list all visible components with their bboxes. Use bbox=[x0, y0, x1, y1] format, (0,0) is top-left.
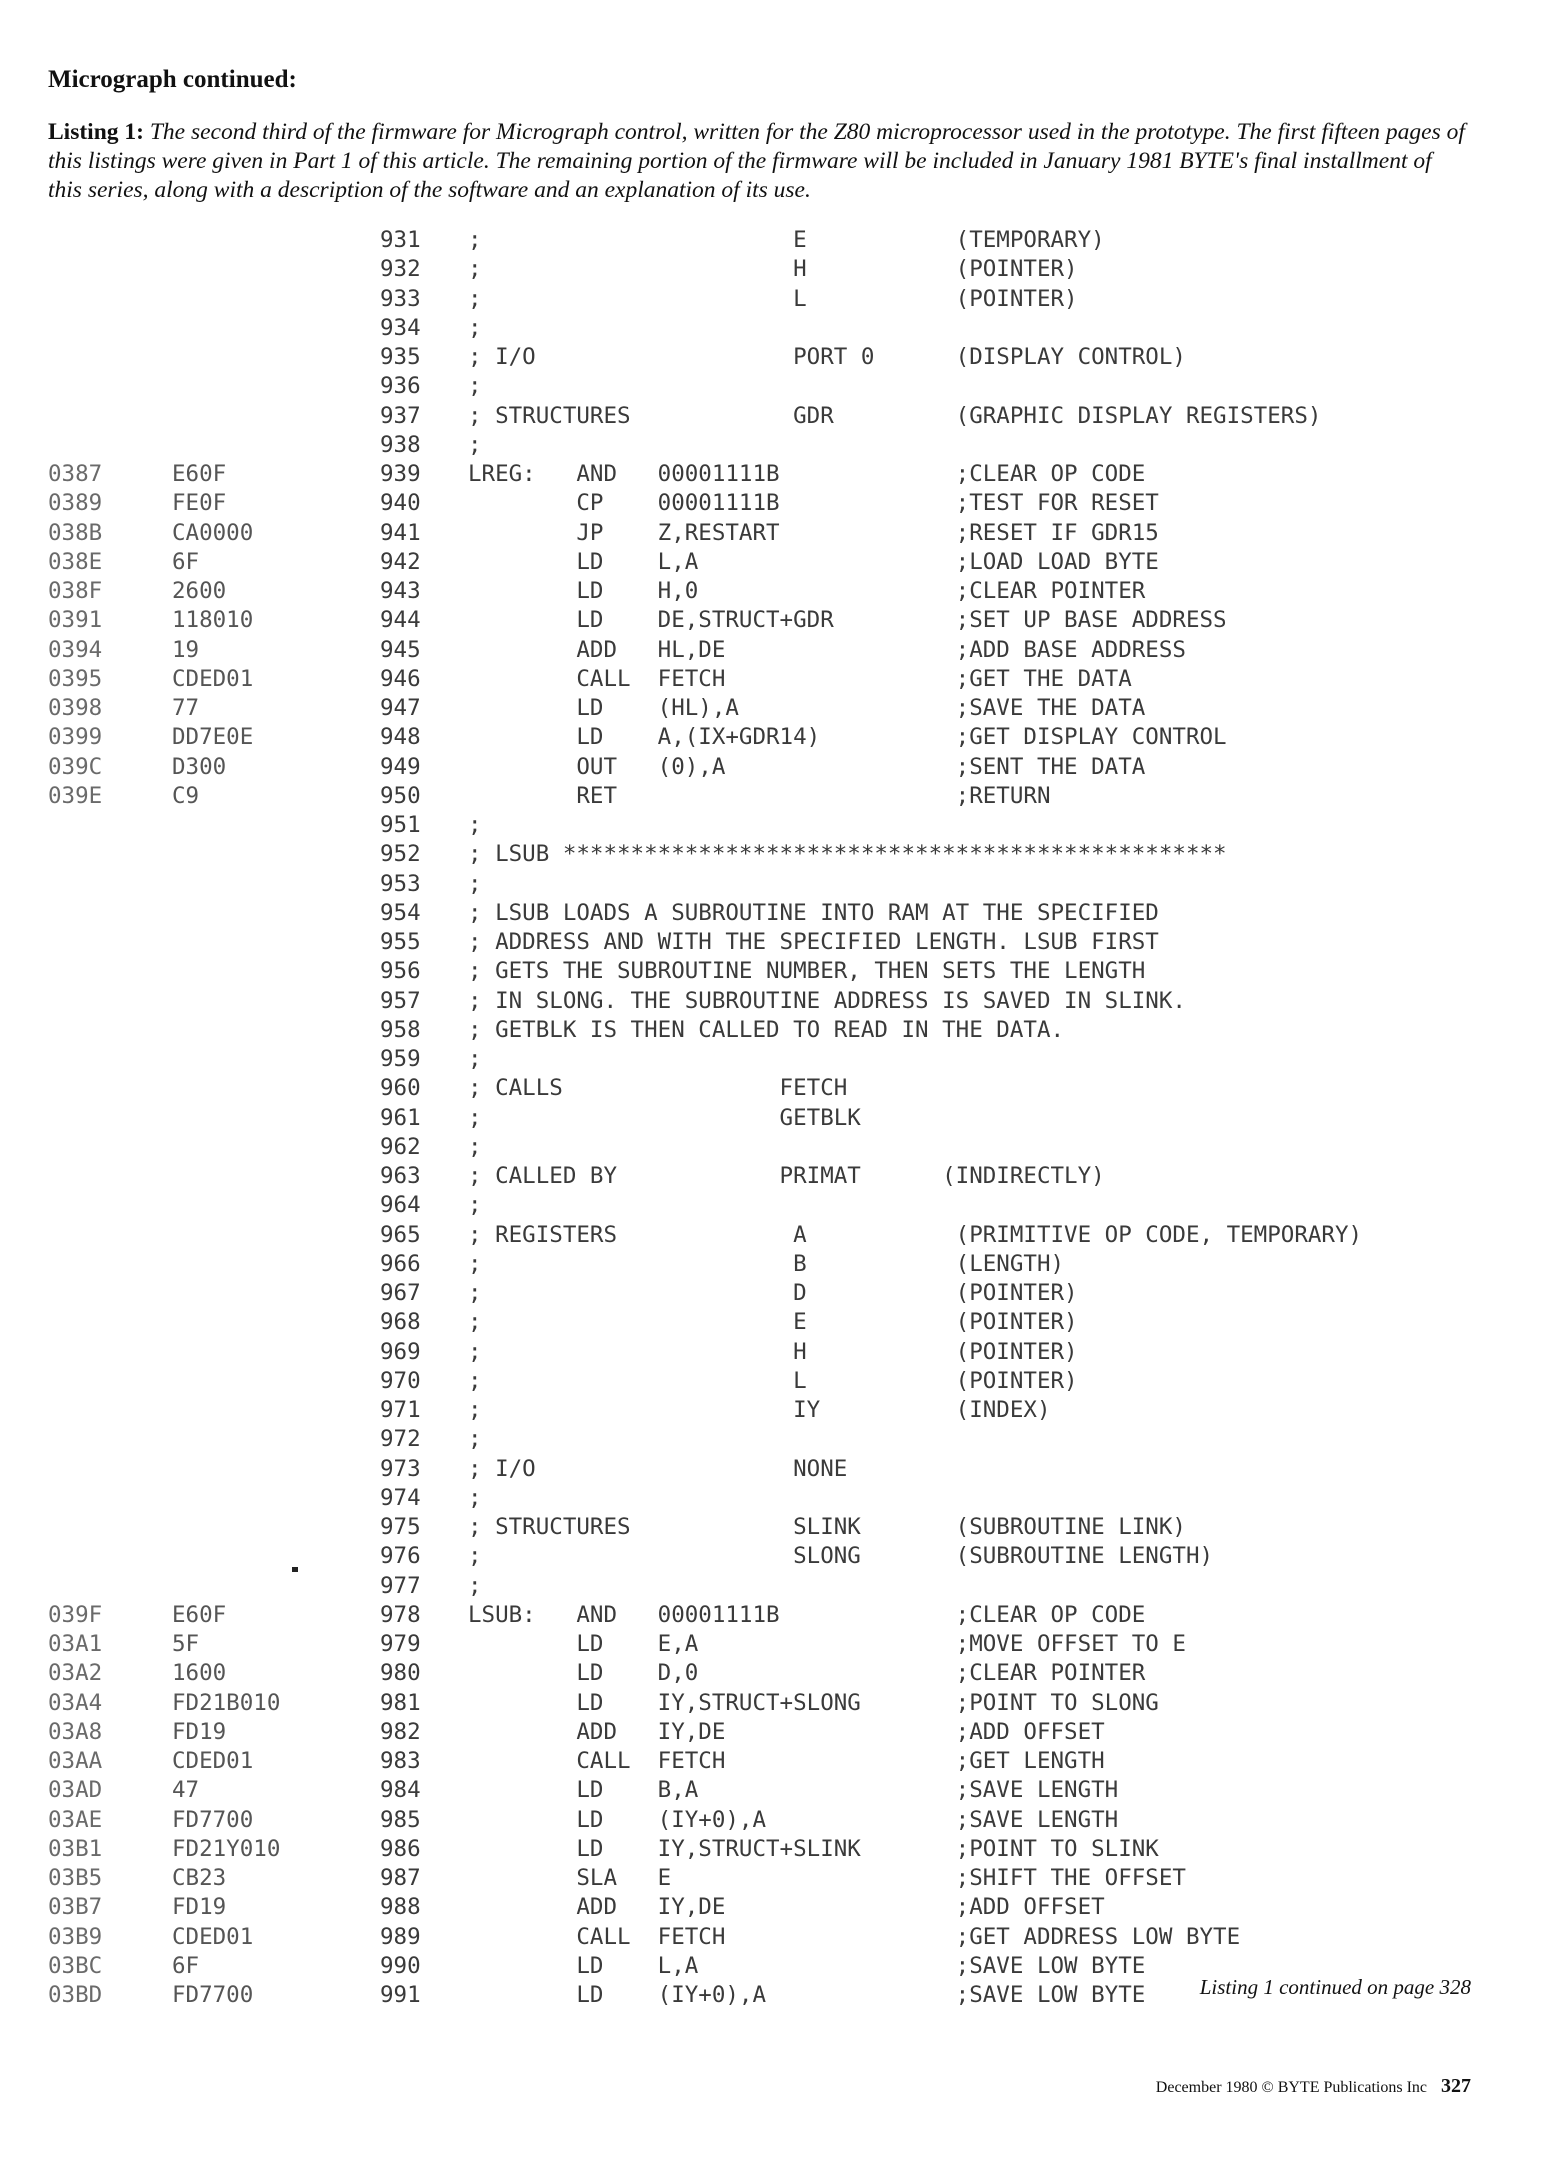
listing-address: 038F bbox=[48, 578, 103, 604]
listing-row bbox=[0, 899, 1559, 928]
listing-row bbox=[0, 782, 1559, 811]
listing-source: LD (HL),A ;SAVE THE DATA bbox=[468, 695, 1146, 721]
listing-source: LD IY,STRUCT+SLINK ;POINT TO SLINK bbox=[468, 1835, 1159, 1862]
listing-row bbox=[0, 1864, 1559, 1893]
listing-row bbox=[0, 1689, 1559, 1718]
listing-source: ; B (LENGTH) bbox=[468, 1250, 1065, 1277]
listing-line-number: 956 bbox=[380, 958, 421, 985]
listing-source: LD L,A ;SAVE LOW BYTE bbox=[468, 1952, 1146, 1979]
listing-object-code: FD21B010 bbox=[172, 1689, 281, 1716]
listing-source: LD (IY+0),A ;SAVE LENGTH bbox=[468, 1806, 1119, 1833]
listing-object-code: C9 bbox=[172, 782, 200, 809]
listing-source: ; CALLED BY PRIMAT (INDIRECTLY) bbox=[468, 1163, 1105, 1189]
listing-row bbox=[0, 1396, 1559, 1425]
listing-source: LD DE,STRUCT+GDR ;SET UP BASE ADDRESS bbox=[468, 607, 1227, 634]
listing-row bbox=[0, 577, 1559, 606]
listing-object-code: FE0F bbox=[172, 490, 227, 517]
listing-object-code: CDED01 bbox=[172, 1923, 254, 1950]
listing-object-code: 5F bbox=[172, 1631, 200, 1657]
listing-source: ADD IY,DE ;ADD OFFSET bbox=[468, 1718, 1105, 1745]
listing-source: ; CALLS FETCH bbox=[468, 1075, 848, 1102]
listing-source: ; bbox=[468, 431, 482, 458]
listing-line-number: 969 bbox=[380, 1338, 421, 1365]
listing-line-number: 952 bbox=[380, 841, 421, 868]
listing-source: ADD IY,DE ;ADD OFFSET bbox=[468, 1894, 1105, 1921]
listing-address: 03A8 bbox=[48, 1718, 103, 1745]
listing-line-number: 955 bbox=[380, 929, 421, 955]
listing-address: 0399 bbox=[48, 724, 103, 751]
listing-row bbox=[0, 636, 1559, 665]
listing-address: 03A4 bbox=[48, 1689, 103, 1716]
listing-object-code: 1600 bbox=[172, 1660, 227, 1687]
listing-line-number: 953 bbox=[380, 870, 421, 897]
listing-source: ; LSUB ************************************************* bbox=[468, 841, 1227, 868]
listing-caption bbox=[48, 118, 1468, 205]
page-title: Micrograph continued: bbox=[48, 66, 297, 93]
listing-source: LD E,A ;MOVE OFFSET TO E bbox=[468, 1631, 1186, 1657]
listing-row bbox=[0, 1776, 1559, 1805]
listing-object-code: FD19 bbox=[172, 1718, 227, 1745]
listing-object-code: FD7700 bbox=[172, 1982, 254, 2008]
listing-object-code: DD7E0E bbox=[172, 724, 254, 751]
listing-source: ; I/O NONE bbox=[468, 1455, 848, 1482]
listing-line-number: 941 bbox=[380, 519, 421, 546]
caption-text: The second third of the firmware for Micrograph control, written for the Z80 microprocessor used in the prototype. The first fifteen pages of this listings were given in Part 1 of this article. The remaining portion of the firmware will be included in January 1981 BYTE's final installment of this series, along with a description of the software and an explanation of its use. bbox=[48, 119, 1465, 203]
listing-line-number: 964 bbox=[380, 1192, 421, 1219]
listing-line-number: 972 bbox=[380, 1426, 421, 1453]
listing-line-number: 944 bbox=[380, 607, 421, 634]
listing-line-number: 945 bbox=[380, 636, 421, 663]
listing-line-number: 939 bbox=[380, 461, 421, 487]
listing-line-number: 967 bbox=[380, 1280, 421, 1306]
listing-row bbox=[0, 811, 1559, 840]
listing-address: 03BD bbox=[48, 1982, 103, 2008]
listing-row bbox=[0, 1835, 1559, 1864]
listing-source: LSUB: AND 00001111B ;CLEAR OP CODE bbox=[468, 1601, 1146, 1628]
listing-source: CALL FETCH ;GET ADDRESS LOW BYTE bbox=[468, 1923, 1241, 1950]
listing-row bbox=[0, 1601, 1559, 1630]
listing-line-number: 934 bbox=[380, 314, 421, 341]
listing-row bbox=[0, 255, 1559, 284]
listing-line-number: 958 bbox=[380, 1016, 421, 1043]
listing-source: ; bbox=[468, 1133, 482, 1160]
listing-source: ; D (POINTER) bbox=[468, 1280, 1078, 1306]
listing-source: ; STRUCTURES SLINK (SUBROUTINE LINK) bbox=[468, 1514, 1186, 1540]
listing-line-number: 935 bbox=[380, 344, 421, 370]
listing-line-number: 960 bbox=[380, 1075, 421, 1102]
continuation-note: Listing 1 continued on page 328 bbox=[1199, 1975, 1471, 1999]
listing-object-code: D300 bbox=[172, 753, 227, 780]
listing-source: ADD HL,DE ;ADD BASE ADDRESS bbox=[468, 636, 1186, 663]
listing-line-number: 973 bbox=[380, 1455, 421, 1482]
listing-line-number: 959 bbox=[380, 1046, 421, 1072]
listing-object-code: 2600 bbox=[172, 578, 227, 604]
listing-address: 03AD bbox=[48, 1777, 103, 1804]
listing-address: 038B bbox=[48, 519, 103, 546]
listing-object-code: E60F bbox=[172, 461, 227, 487]
listing-row bbox=[0, 987, 1559, 1016]
listing-line-number: 980 bbox=[380, 1660, 421, 1687]
listing-row bbox=[0, 343, 1559, 372]
listing-row bbox=[0, 1367, 1559, 1396]
listing-row bbox=[0, 1630, 1559, 1659]
listing-address: 0387 bbox=[48, 461, 103, 487]
listing-row bbox=[0, 1279, 1559, 1308]
listing-line-number: 936 bbox=[380, 373, 421, 400]
listing-source: ; GETS THE SUBROUTINE NUMBER, THEN SETS THE LENGTH bbox=[468, 958, 1146, 985]
listing-address: 0395 bbox=[48, 665, 103, 692]
listing-line-number: 987 bbox=[380, 1865, 421, 1891]
listing-row bbox=[0, 665, 1559, 694]
listing-line-number: 933 bbox=[380, 285, 421, 312]
listing-row bbox=[0, 1542, 1559, 1571]
listing-row bbox=[0, 1893, 1559, 1922]
listing-line-number: 946 bbox=[380, 665, 421, 692]
listing-address: 0389 bbox=[48, 490, 103, 517]
listing-row bbox=[0, 489, 1559, 518]
listing-object-code: FD21Y010 bbox=[172, 1835, 281, 1862]
listing-line-number: 981 bbox=[380, 1689, 421, 1716]
listing-line-number: 965 bbox=[380, 1221, 421, 1248]
listing-object-code: 77 bbox=[172, 695, 200, 721]
listing-source: RET ;RETURN bbox=[468, 782, 1051, 809]
listing-row bbox=[0, 928, 1559, 957]
listing-object-code: 6F bbox=[172, 1952, 200, 1979]
listing-address: 03B9 bbox=[48, 1923, 103, 1950]
listing-address: 03AA bbox=[48, 1748, 103, 1774]
listing-address: 03BC bbox=[48, 1952, 103, 1979]
listing-source: ; I/O PORT 0 (DISPLAY CONTROL) bbox=[468, 344, 1186, 370]
listing-line-number: 974 bbox=[380, 1484, 421, 1511]
listing-line-number: 977 bbox=[380, 1572, 421, 1599]
listing-line-number: 942 bbox=[380, 548, 421, 575]
listing-line-number: 970 bbox=[380, 1367, 421, 1394]
listing-source: ; L (POINTER) bbox=[468, 285, 1078, 312]
caption-label: Listing 1: bbox=[48, 119, 144, 145]
listing-row bbox=[0, 694, 1559, 723]
listing-source: LREG: AND 00001111B ;CLEAR OP CODE bbox=[468, 461, 1146, 487]
listing-source: ; ADDRESS AND WITH THE SPECIFIED LENGTH. LSUB FIRST bbox=[468, 929, 1159, 955]
listing-line-number: 951 bbox=[380, 812, 421, 838]
listing-source: LD B,A ;SAVE LENGTH bbox=[468, 1777, 1119, 1804]
listing-row bbox=[0, 1045, 1559, 1074]
listing-row bbox=[0, 548, 1559, 577]
listing-line-number: 991 bbox=[380, 1982, 421, 2008]
listing-object-code: CDED01 bbox=[172, 1748, 254, 1774]
listing-row bbox=[0, 1747, 1559, 1776]
listing-row bbox=[0, 1308, 1559, 1337]
listing-source: ; bbox=[468, 812, 482, 838]
listing-source: LD A,(IX+GDR14) ;GET DISPLAY CONTROL bbox=[468, 724, 1227, 751]
listing-source: ; H (POINTER) bbox=[468, 1338, 1078, 1365]
listing-line-number: 984 bbox=[380, 1777, 421, 1804]
listing-row bbox=[0, 1455, 1559, 1484]
listing-line-number: 937 bbox=[380, 402, 421, 429]
listing-source: ; E (TEMPORARY) bbox=[468, 227, 1105, 253]
listing-row bbox=[0, 314, 1559, 343]
listing-line-number: 961 bbox=[380, 1104, 421, 1131]
listing-line-number: 979 bbox=[380, 1631, 421, 1657]
listing-line-number: 948 bbox=[380, 724, 421, 751]
listing-line-number: 949 bbox=[380, 753, 421, 780]
listing-source: ; bbox=[468, 1426, 482, 1453]
listing-row bbox=[0, 519, 1559, 548]
listing-row bbox=[0, 1425, 1559, 1454]
listing-object-code: CDED01 bbox=[172, 665, 254, 692]
listing-row bbox=[0, 226, 1559, 255]
listing-row bbox=[0, 1659, 1559, 1688]
listing-line-number: 988 bbox=[380, 1894, 421, 1921]
listing-line-number: 954 bbox=[380, 899, 421, 926]
listing-source: CP 00001111B ;TEST FOR RESET bbox=[468, 490, 1159, 517]
listing-row bbox=[0, 1104, 1559, 1133]
listing-source: ; REGISTERS A (PRIMITIVE OP CODE, TEMPORARY) bbox=[468, 1221, 1363, 1248]
listing-object-code: FD7700 bbox=[172, 1806, 254, 1833]
listing-row bbox=[0, 1074, 1559, 1103]
listing-line-number: 985 bbox=[380, 1806, 421, 1833]
listing-address: 0398 bbox=[48, 695, 103, 721]
publication-line: December 1980 © BYTE Publications Inc bbox=[1155, 2079, 1427, 2096]
listing-source: SLA E ;SHIFT THE OFFSET bbox=[468, 1865, 1186, 1891]
listing-address: 03A2 bbox=[48, 1660, 103, 1687]
listing-line-number: 931 bbox=[380, 227, 421, 253]
listing-line-number: 968 bbox=[380, 1309, 421, 1336]
listing-line-number: 989 bbox=[380, 1923, 421, 1950]
listing-line-number: 971 bbox=[380, 1397, 421, 1423]
listing-object-code: CA0000 bbox=[172, 519, 254, 546]
listing-source: ; bbox=[468, 870, 482, 897]
listing-row bbox=[0, 1338, 1559, 1367]
listing-source: OUT (0),A ;SENT THE DATA bbox=[468, 753, 1146, 780]
listing-row bbox=[0, 957, 1559, 986]
listing-line-number: 943 bbox=[380, 578, 421, 604]
listing-source: CALL FETCH ;GET LENGTH bbox=[468, 1748, 1105, 1774]
listing-source: ; bbox=[468, 1572, 482, 1599]
listing-address: 039F bbox=[48, 1601, 103, 1628]
listing-line-number: 990 bbox=[380, 1952, 421, 1979]
listing-source: ; bbox=[468, 1192, 482, 1219]
listing-source: ; bbox=[468, 1046, 482, 1072]
listing-source: ; bbox=[468, 1484, 482, 1511]
listing-address: 03B1 bbox=[48, 1835, 103, 1862]
listing-row bbox=[0, 870, 1559, 899]
code-listing bbox=[0, 226, 1559, 2010]
listing-line-number: 975 bbox=[380, 1514, 421, 1540]
listing-line-number: 963 bbox=[380, 1163, 421, 1189]
listing-source: ; GETBLK IS THEN CALLED TO READ IN THE DATA. bbox=[468, 1016, 1065, 1043]
listing-address: 039E bbox=[48, 782, 103, 809]
listing-source: LD H,0 ;CLEAR POINTER bbox=[468, 578, 1146, 604]
listing-address: 039C bbox=[48, 753, 103, 780]
listing-source: ; IN SLONG. THE SUBROUTINE ADDRESS IS SAVED IN SLINK. bbox=[468, 987, 1186, 1014]
listing-address: 0394 bbox=[48, 636, 103, 663]
listing-source: ; GETBLK bbox=[468, 1104, 861, 1131]
listing-source: JP Z,RESTART ;RESET IF GDR15 bbox=[468, 519, 1159, 546]
listing-source: CALL FETCH ;GET THE DATA bbox=[468, 665, 1132, 692]
listing-line-number: 976 bbox=[380, 1543, 421, 1570]
listing-row bbox=[0, 1484, 1559, 1513]
listing-source: LD D,0 ;CLEAR POINTER bbox=[468, 1660, 1146, 1687]
listing-row bbox=[0, 285, 1559, 314]
listing-row bbox=[0, 1133, 1559, 1162]
listing-row bbox=[0, 1572, 1559, 1601]
listing-address: 038E bbox=[48, 548, 103, 575]
listing-source: ; STRUCTURES GDR (GRAPHIC DISPLAY REGISTERS) bbox=[468, 402, 1322, 429]
listing-source: LD (IY+0),A ;SAVE LOW BYTE bbox=[468, 1982, 1146, 2008]
listing-row bbox=[0, 1250, 1559, 1279]
listing-line-number: 940 bbox=[380, 490, 421, 517]
print-mark bbox=[292, 1567, 298, 1572]
listing-object-code: E60F bbox=[172, 1601, 227, 1628]
listing-address: 03A1 bbox=[48, 1631, 103, 1657]
listing-line-number: 986 bbox=[380, 1835, 421, 1862]
listing-row bbox=[0, 753, 1559, 782]
listing-address: 03B5 bbox=[48, 1865, 103, 1891]
listing-row bbox=[0, 1718, 1559, 1747]
listing-row bbox=[0, 402, 1559, 431]
listing-source: ; bbox=[468, 314, 482, 341]
listing-row bbox=[0, 1162, 1559, 1191]
listing-line-number: 966 bbox=[380, 1250, 421, 1277]
listing-source: ; IY (INDEX) bbox=[468, 1397, 1051, 1423]
listing-line-number: 932 bbox=[380, 256, 421, 283]
listing-line-number: 947 bbox=[380, 695, 421, 721]
listing-source: LD IY,STRUCT+SLONG ;POINT TO SLONG bbox=[468, 1689, 1159, 1716]
listing-address: 0391 bbox=[48, 607, 103, 634]
listing-row bbox=[0, 372, 1559, 401]
listing-row bbox=[0, 723, 1559, 752]
listing-line-number: 938 bbox=[380, 431, 421, 458]
listing-row bbox=[0, 1221, 1559, 1250]
listing-object-code: 6F bbox=[172, 548, 200, 575]
page-number: 327 bbox=[1441, 2075, 1471, 2097]
listing-row bbox=[0, 1513, 1559, 1542]
listing-source: ; SLONG (SUBROUTINE LENGTH) bbox=[468, 1543, 1214, 1570]
listing-source: ; L (POINTER) bbox=[468, 1367, 1078, 1394]
listing-row bbox=[0, 1016, 1559, 1045]
listing-row bbox=[0, 1806, 1559, 1835]
listing-line-number: 962 bbox=[380, 1133, 421, 1160]
listing-row bbox=[0, 840, 1559, 869]
listing-address: 03B7 bbox=[48, 1894, 103, 1921]
listing-row bbox=[0, 460, 1559, 489]
listing-source: ; bbox=[468, 373, 482, 400]
listing-row bbox=[0, 431, 1559, 460]
listing-object-code: 47 bbox=[172, 1777, 200, 1804]
listing-address: 03AE bbox=[48, 1806, 103, 1833]
listing-object-code: 118010 bbox=[172, 607, 254, 634]
listing-source: LD L,A ;LOAD LOAD BYTE bbox=[468, 548, 1159, 575]
listing-line-number: 950 bbox=[380, 782, 421, 809]
listing-row bbox=[0, 1191, 1559, 1220]
listing-row bbox=[0, 1923, 1559, 1952]
listing-source: ; E (POINTER) bbox=[468, 1309, 1078, 1336]
listing-source: ; LSUB LOADS A SUBROUTINE INTO RAM AT THE SPECIFIED bbox=[468, 899, 1159, 926]
listing-source: ; H (POINTER) bbox=[468, 256, 1078, 283]
listing-object-code: FD19 bbox=[172, 1894, 227, 1921]
listing-line-number: 957 bbox=[380, 987, 421, 1014]
listing-object-code: CB23 bbox=[172, 1865, 227, 1891]
listing-row bbox=[0, 606, 1559, 635]
listing-line-number: 983 bbox=[380, 1748, 421, 1774]
listing-object-code: 19 bbox=[172, 636, 200, 663]
listing-line-number: 978 bbox=[380, 1601, 421, 1628]
listing-line-number: 982 bbox=[380, 1718, 421, 1745]
